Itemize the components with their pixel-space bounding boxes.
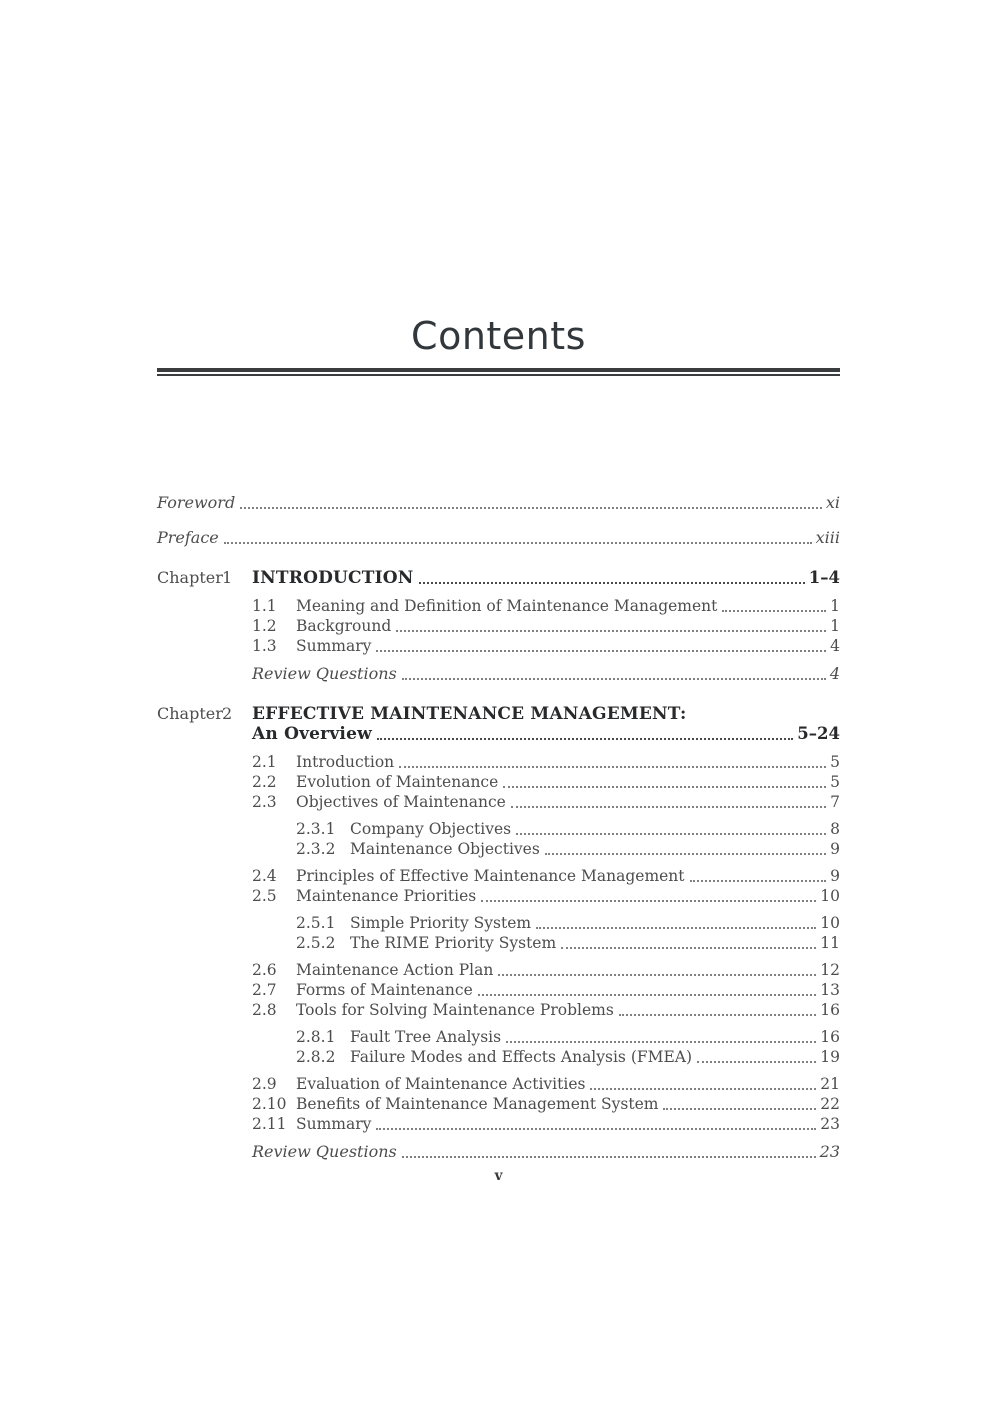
entry-number: 2.5.1: [296, 914, 336, 932]
entry-page: 21: [820, 1075, 840, 1093]
entry-page: 9: [830, 867, 840, 885]
entry-page: 13: [820, 981, 840, 999]
entry-page: xi: [825, 493, 840, 512]
entry-page: 11: [820, 934, 840, 952]
entry-page: 16: [820, 1001, 840, 1019]
entry-page: 5: [830, 753, 840, 771]
chapter-sections: [157, 752, 840, 1162]
entry-title: Failure Modes and Effects Analysis (FMEA): [350, 1048, 693, 1066]
front-matter-entry: [157, 493, 840, 513]
chapter-block-2: [157, 704, 840, 1162]
entry-number: 2.8.1: [296, 1028, 336, 1046]
chapter-title-text: An Overview: [252, 724, 372, 744]
entry-number: 1.2: [252, 617, 277, 635]
entry-number: 1.3: [252, 637, 277, 655]
chapter-number: 1: [222, 568, 233, 587]
dot-leader: [561, 947, 816, 949]
dot-leader: [240, 507, 822, 509]
chapter-heading: [157, 704, 840, 744]
chapter-pages: 5–24: [797, 724, 840, 743]
dot-leader: [619, 1014, 816, 1016]
dot-leader: [498, 974, 816, 976]
section-entry: [157, 1000, 840, 1020]
entry-number: 2.4: [252, 867, 277, 885]
dot-leader: [402, 1156, 816, 1158]
dot-leader: [536, 927, 816, 929]
dot-leader: [697, 1061, 816, 1063]
entry-title: Tools for Solving Maintenance Problems: [296, 1001, 614, 1019]
entry-title: Maintenance Priorities: [296, 887, 477, 905]
entry-number: 2.2: [252, 773, 277, 791]
subsection-entry: [157, 933, 840, 953]
entry-number: 2.1: [252, 753, 277, 771]
dot-leader: [419, 582, 805, 584]
entry-title: Maintenance Objectives: [350, 840, 540, 858]
review-questions-entry: [157, 1142, 840, 1162]
section-entry: [157, 792, 840, 812]
dot-leader: [506, 1041, 816, 1043]
entry-page: 4: [829, 664, 840, 683]
subsection-entry: [157, 1047, 840, 1067]
dot-leader: [511, 806, 826, 808]
chapter-pages: 1–4: [808, 568, 840, 587]
entry-title: Company Objectives: [350, 820, 512, 838]
entry-page: 7: [830, 793, 840, 811]
entry-page: 23: [820, 1115, 840, 1133]
entry-title: Review Questions: [252, 1142, 397, 1161]
entry-number: 2.3: [252, 793, 277, 811]
review-questions-entry: [157, 664, 840, 684]
dot-leader: [722, 610, 826, 612]
chapter-title-text: INTRODUCTION: [252, 568, 414, 588]
chapter-block-1: [157, 568, 840, 684]
entry-page: 1: [830, 597, 840, 615]
entry-title: Forms of Maintenance: [296, 981, 473, 999]
entry-title: Principles of Effective Maintenance Management: [296, 867, 685, 885]
entry-page: 1: [830, 617, 840, 635]
chapter-number: 2: [222, 704, 233, 723]
entry-number: 2.5: [252, 887, 277, 905]
chapter-title: [252, 568, 840, 588]
entry-title: Preface: [157, 528, 219, 547]
section-entry: [157, 596, 840, 616]
entry-number: 2.9: [252, 1075, 277, 1093]
dot-leader: [478, 994, 817, 996]
entry-number: 2.3.1: [296, 820, 336, 838]
chapter-word: Chapter: [157, 704, 223, 723]
section-entry: [157, 1074, 840, 1094]
entry-title: Evolution of Maintenance: [296, 773, 499, 791]
section-entry: [157, 1094, 840, 1114]
page-content: [157, 0, 840, 1162]
entry-title: Background: [296, 617, 392, 635]
entry-title: Review Questions: [252, 664, 397, 683]
entry-page: 4: [830, 637, 840, 655]
entry-number: 2.5.2: [296, 934, 336, 952]
entry-page: 19: [820, 1048, 840, 1066]
entry-number: 2.3.2: [296, 840, 336, 858]
entry-title: Foreword: [157, 493, 236, 512]
entry-number: 2.7: [252, 981, 277, 999]
chapter-title-line: [252, 724, 840, 744]
dot-leader: [590, 1088, 816, 1090]
entry-title: Fault Tree Analysis: [350, 1028, 502, 1046]
dot-leader: [503, 786, 826, 788]
entry-number: 1.1: [252, 597, 277, 615]
chapter-title-text: EFFECTIVE MAINTENANCE MANAGEMENT:: [252, 704, 687, 724]
entry-page: 23: [819, 1142, 840, 1161]
entry-title: Simple Priority System: [350, 914, 532, 932]
table-of-contents: [157, 376, 840, 1162]
chapter-title-line: [252, 568, 840, 588]
entry-number: 2.11: [252, 1115, 287, 1133]
entry-page: 10: [820, 914, 840, 932]
section-entry: [157, 886, 840, 906]
dot-leader: [663, 1108, 816, 1110]
dot-leader: [396, 630, 826, 632]
entry-page: 8: [830, 820, 840, 838]
section-entry: [157, 960, 840, 980]
dot-leader: [545, 853, 826, 855]
entry-title: Maintenance Action Plan: [296, 961, 494, 979]
entry-number: 2.8: [252, 1001, 277, 1019]
section-entry: [157, 980, 840, 1000]
entry-number: 2.10: [252, 1095, 287, 1113]
chapter-title-line: [252, 704, 840, 724]
dot-leader: [402, 678, 826, 680]
entry-title: Benefits of Maintenance Management System: [296, 1095, 659, 1113]
subsection-entry: [157, 913, 840, 933]
entry-page: 5: [830, 773, 840, 791]
dot-leader: [481, 900, 816, 902]
section-entry: [157, 866, 840, 886]
dot-leader: [377, 738, 793, 740]
dot-leader: [224, 542, 812, 544]
entry-title: Summary: [296, 637, 372, 655]
front-matter-entry: [157, 528, 840, 548]
entry-title: Summary: [296, 1115, 372, 1133]
section-entry: [157, 772, 840, 792]
section-entry: [157, 636, 840, 656]
entry-page: 12: [820, 961, 840, 979]
dot-leader: [399, 766, 826, 768]
entry-title: Objectives of Maintenance: [296, 793, 506, 811]
subsection-entry: [157, 839, 840, 859]
chapter-heading: [157, 568, 840, 588]
dot-leader: [690, 880, 827, 882]
entry-number: 2.6: [252, 961, 277, 979]
page-title: Contents: [411, 314, 586, 358]
entry-title: Evaluation of Maintenance Activities: [296, 1075, 586, 1093]
page-number: v: [494, 1168, 503, 1184]
title-rule: [157, 368, 840, 376]
subsection-entry: [157, 1027, 840, 1047]
entry-number: 2.8.2: [296, 1048, 336, 1066]
section-entry: [157, 1114, 840, 1134]
chapter-title: [252, 704, 840, 744]
chapter-word: Chapter: [157, 568, 223, 587]
entry-page: 9: [830, 840, 840, 858]
chapter-sections: [157, 596, 840, 684]
subsection-entry: [157, 819, 840, 839]
entry-page: 10: [820, 887, 840, 905]
entry-title: Introduction: [296, 753, 395, 771]
section-entry: [157, 616, 840, 636]
entry-page: xiii: [815, 528, 840, 547]
dot-leader: [376, 1128, 816, 1130]
dot-leader: [376, 650, 826, 652]
dot-leader: [516, 833, 826, 835]
section-entry: [157, 752, 840, 772]
entry-page: 16: [820, 1028, 840, 1046]
entry-title: Meaning and Definition of Maintenance Management: [296, 597, 718, 615]
entry-page: 22: [820, 1095, 840, 1113]
entry-title: The RIME Priority System: [350, 934, 557, 952]
